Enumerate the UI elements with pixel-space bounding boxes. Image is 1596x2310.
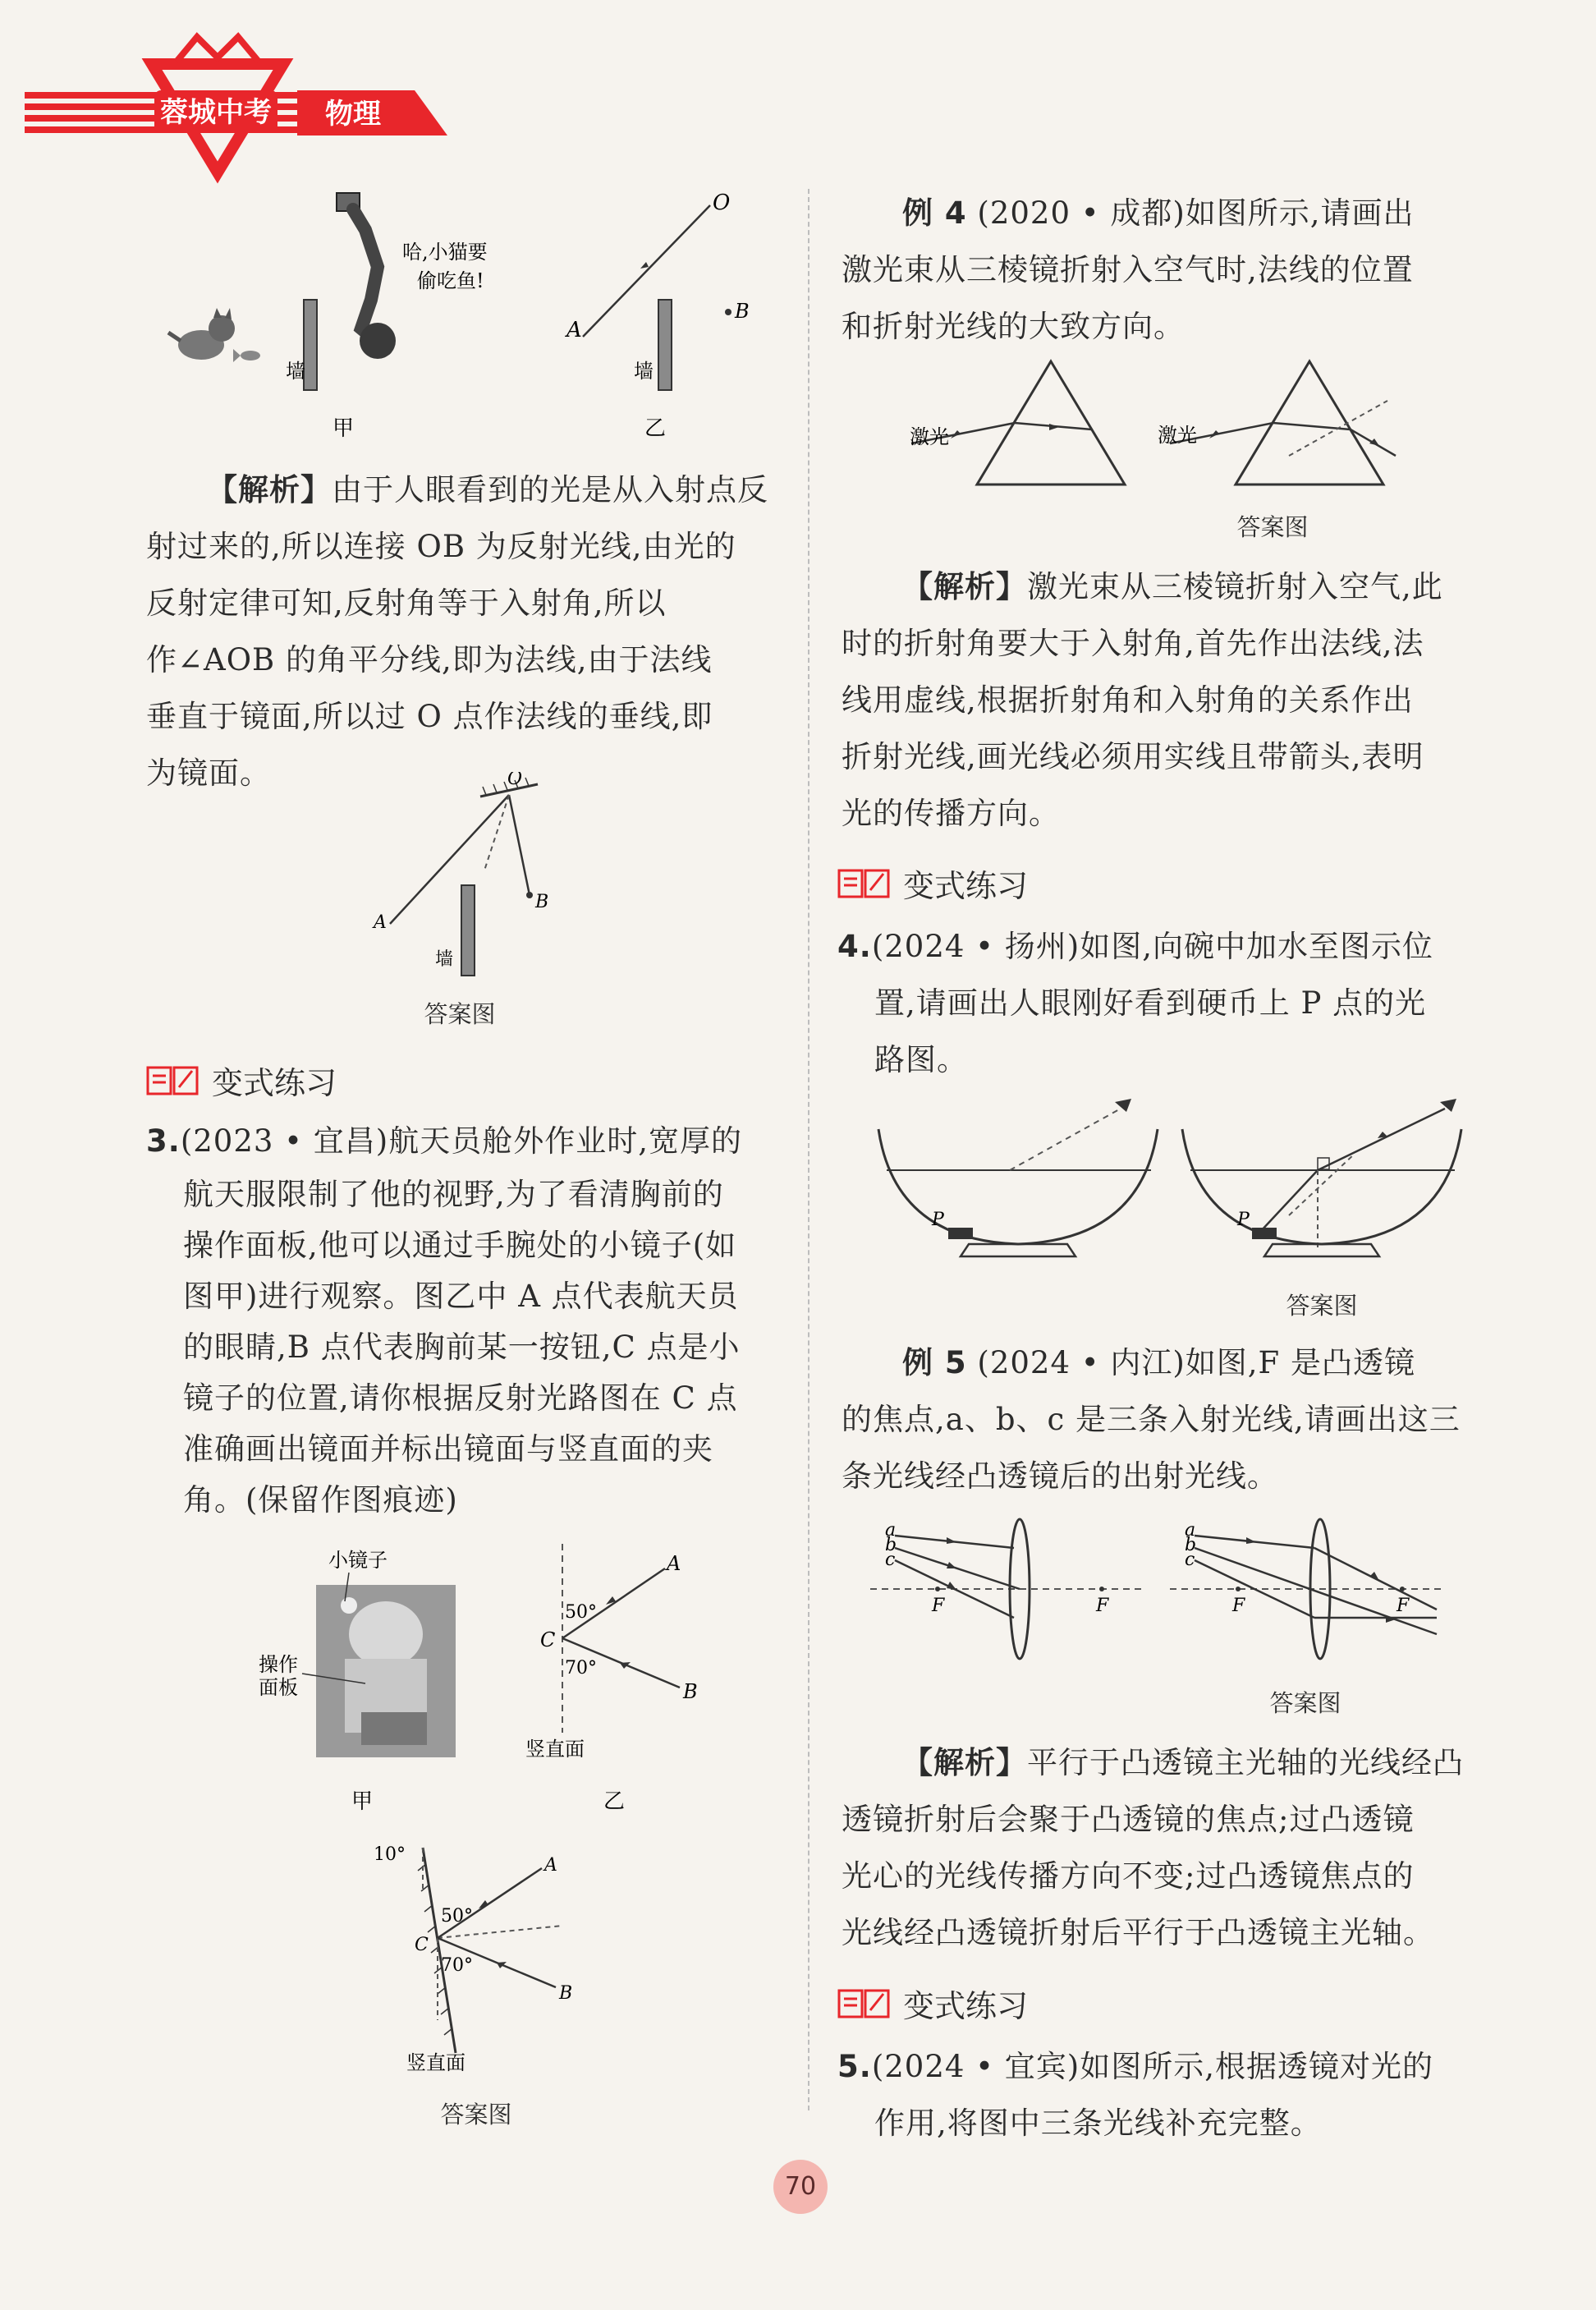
analysis-1 (146, 462, 778, 801)
q4-caption: 答案图 (1286, 1292, 1358, 1320)
wall-label-jia: 墙 (286, 360, 305, 383)
ex5-label-a: a (885, 1520, 897, 1541)
laser-label-1: 激光 (910, 425, 949, 448)
bowl-question (878, 1099, 1158, 1256)
q4-line-3: 路图。 (874, 1042, 968, 1077)
label-A: A (566, 318, 582, 342)
lens-question (870, 1519, 1141, 1659)
ex5-figure (870, 1511, 1445, 1667)
lens-answer (1170, 1519, 1445, 1659)
q3-number: 3. (146, 1123, 181, 1159)
q3-figure (246, 1536, 755, 1831)
laser-label-2: 激光 (1158, 424, 1197, 447)
answer-wall-label: 墙 (435, 949, 454, 970)
answer-label-A-q3: A (544, 1855, 557, 1876)
prism-answer (1158, 361, 1396, 485)
answer-wall (461, 885, 475, 976)
answer-label-A: A (374, 912, 387, 933)
panel-label-1: 操作 (259, 1653, 298, 1676)
analysis-1-line-2: 射过来的,所以连接 OB 为反射光线,由光的 (146, 529, 736, 564)
ex5-answer-label-F1: F (1232, 1596, 1245, 1616)
label-B: B (735, 300, 750, 323)
q3-label-B: B (683, 1680, 698, 1703)
ex4-line-1: (2020 • 成都)如图所示,请画出 (977, 195, 1415, 231)
analysis-5-tag: 【解析】 (902, 1745, 1027, 1780)
reflected-ray (509, 795, 530, 895)
analysis-5-line-3: 光心的光线传播方向不变;过凸透镜焦点的 (842, 1858, 1415, 1894)
analysis-1-line-4: 作∠AOB 的角平分线,即为法线,由于法线 (146, 642, 713, 677)
q4-label-P: P (932, 1210, 944, 1230)
q3-answer-figure (365, 1839, 636, 2086)
practice-title-1: 变式练习 (212, 1065, 337, 1101)
column-divider (808, 189, 809, 2110)
analysis-5-line-4: 光线经凸透镜折射后平行于凸透镜主光轴。 (842, 1915, 1434, 1950)
answer-angle-10: 10° (374, 1844, 406, 1865)
ex4-line-2: 激光束从三棱镜折射入空气时,法线的位置 (842, 252, 1414, 287)
ex5-label-b: b (885, 1535, 897, 1555)
q3-line-4: 图甲)进行观察。图乙中 A 点代表航天员 (183, 1279, 739, 1314)
answer-vertical-label: 竖直面 (406, 2051, 466, 2074)
analysis-4-line-2: 时的折射角要大于入射角,首先作出法线,法 (842, 626, 1424, 661)
analysis-5 (842, 1734, 1474, 1961)
speech-line-1: 哈,小猫要 (402, 241, 488, 264)
practice-title-3: 变式练习 (903, 1988, 1029, 2024)
caption-yi: 乙 (644, 416, 667, 441)
panel-label-2: 面板 (259, 1676, 298, 1699)
analysis-5-line-2: 透镜折射后会聚于凸透镜的焦点;过凸透镜 (842, 1802, 1415, 1837)
analysis-1-line-6: 为镜面。 (146, 755, 271, 791)
analysis-4 (842, 558, 1474, 842)
ex5-label-F1: F (932, 1596, 945, 1616)
answer-caption-1: 答案图 (424, 1000, 496, 1028)
brand-logo (152, 37, 283, 172)
answer-figure-1 (353, 772, 583, 1018)
q4-line-1: (2024 • 扬州)如图,向碗中加水至图示位 (871, 929, 1433, 964)
fish-icon (233, 349, 260, 362)
ex5-line-1: (2024 • 内江)如图,F 是凸透镜 (977, 1345, 1415, 1380)
mirror-label: 小镜子 (328, 1549, 388, 1572)
analysis-5-line-1: 平行于凸透镜主光轴的光线经凸 (1027, 1745, 1464, 1780)
ex5-label-F2: F (1096, 1596, 1109, 1616)
q5-number: 5. (837, 2049, 872, 2084)
page-number: 70 (773, 2160, 828, 2214)
incident-ray (390, 795, 509, 924)
practice-title-2: 变式练习 (903, 868, 1029, 904)
point-B (725, 309, 732, 315)
bowl-answer (1182, 1099, 1461, 1256)
prism-question (910, 361, 1125, 485)
q3-label-C: C (540, 1628, 556, 1651)
practice-book-icon-3 (837, 1986, 890, 2022)
figure-yi (565, 191, 750, 441)
normal-line (484, 795, 509, 870)
analysis-1-line-1: 由于人眼看到的光是从入射点反 (332, 472, 768, 507)
q3-angle-50: 50° (565, 1602, 597, 1623)
analysis-4-line-3: 线用虚线,根据折射角和入射角的关系作出 (842, 682, 1414, 718)
q4-answer-label-P: P (1237, 1210, 1250, 1230)
answer-label-B-q3: B (559, 1983, 573, 2004)
caption-q3-yi: 乙 (603, 1789, 626, 1814)
person-icon (337, 193, 396, 359)
cat-icon (168, 308, 235, 360)
q3-line-7: 准确画出镜面并标出镜面与竖直面的夹 (183, 1431, 713, 1467)
practice-heading-3 (837, 1981, 1028, 2026)
ex4-line-3: 和折射光线的大致方向。 (842, 309, 1185, 344)
ex5-answer-label-c: c (1185, 1550, 1195, 1570)
analysis-4-line-5: 光的传播方向。 (842, 796, 1060, 831)
astronaut-photo (316, 1585, 456, 1757)
practice-heading-1 (146, 1058, 337, 1103)
wall-label-yi: 墙 (634, 360, 654, 383)
figure-jia (168, 193, 488, 441)
ex4-label: 例 4 (902, 195, 967, 231)
coin (948, 1228, 973, 1239)
practice-heading-2 (837, 861, 1028, 906)
caption-q3-jia: 甲 (351, 1789, 374, 1814)
example-4 (842, 185, 1474, 355)
answer-label-C-q3: C (415, 1935, 429, 1955)
ex5-answer-label-a: a (1185, 1520, 1196, 1541)
wall-yi (658, 300, 672, 390)
analysis-1-line-5: 垂直于镜面,所以过 O 点作法线的垂线,即 (146, 699, 713, 734)
ex5-answer-label-F2: F (1396, 1596, 1410, 1616)
q3-line-2: 航天服限制了他的视野,为了看清胸前的 (183, 1177, 724, 1212)
q3-line-6: 镜子的位置,请你根据反射光路图在 C 点 (183, 1380, 738, 1416)
q3-line-3: 操作面板,他可以通过手腕处的小镜子(如 (183, 1228, 737, 1263)
ex5-label-c: c (885, 1550, 896, 1570)
ray-ao (583, 205, 710, 337)
ex5-line-3: 条光线经凸透镜后的出射光线。 (842, 1458, 1278, 1494)
ex5-line-2: 的焦点,a、b、c 是三条入射光线,请画出这三 (842, 1402, 1461, 1437)
q4-line-2: 置,请画出人眼刚好看到硬币上 P 点的光 (874, 985, 1427, 1021)
analysis-4-tag: 【解析】 (902, 569, 1027, 604)
answer-label-O: O (507, 772, 523, 789)
q3-answer-caption: 答案图 (440, 2101, 512, 2129)
question-5 (837, 2038, 1486, 2152)
analysis-4-line-1: 激光束从三棱镜折射入空气,此 (1027, 569, 1443, 604)
eye-icon (1115, 1099, 1131, 1112)
question-3 (146, 1113, 787, 1526)
answer-label-B: B (535, 892, 549, 912)
answer-normal (438, 1926, 562, 1938)
analysis-4-line-4: 折射光线,画光线必须用实线且带箭头,表明 (842, 739, 1424, 774)
ex5-label: 例 5 (902, 1345, 967, 1380)
analysis-1-line-3: 反射定律可知,反射角等于入射角,所以 (146, 586, 667, 621)
q3-line-1: (2023 • 宜昌)航天员舱外作业时,宽厚的 (180, 1123, 742, 1159)
speech-line-2: 偷吃鱼! (417, 269, 484, 292)
q5-line-2: 作用,将图中三条光线补充完整。 (874, 2106, 1322, 2141)
brand-title: 蓉城中考 (160, 96, 272, 129)
label-O: O (713, 191, 731, 215)
q3-label-A: A (667, 1552, 681, 1575)
ex5-caption: 答案图 (1269, 1689, 1341, 1717)
q5-line-1: (2024 • 宜宾)如图所示,根据透镜对光的 (871, 2049, 1433, 2084)
question-4 (837, 918, 1486, 1088)
q3-angle-70: 70° (565, 1658, 597, 1679)
answer-angle-70: 70° (441, 1955, 473, 1976)
answer-angle-50: 50° (441, 1906, 473, 1927)
page-header (0, 0, 1596, 189)
wall-jia (304, 300, 317, 390)
ex4-caption: 答案图 (1236, 513, 1309, 541)
subject-label: 物理 (325, 98, 381, 131)
example-5 (842, 1334, 1474, 1504)
q3-line-8: 角。(保留作图痕迹) (183, 1482, 458, 1518)
practice-book-icon (146, 1063, 199, 1099)
ex5-answer-label-b: b (1185, 1535, 1197, 1555)
q4-figure (870, 1092, 1478, 1273)
q3-line-5: 的眼睛,B 点代表胸前某一按钮,C 点是小 (183, 1330, 741, 1365)
q4-number: 4. (837, 929, 872, 964)
analysis-tag: 【解析】 (207, 472, 332, 507)
caption-jia: 甲 (332, 416, 355, 441)
figure-cat-mirror (156, 185, 780, 456)
ex4-figure (903, 353, 1494, 501)
q3-vertical-label: 竖直面 (525, 1738, 585, 1761)
practice-book-icon-2 (837, 866, 890, 902)
